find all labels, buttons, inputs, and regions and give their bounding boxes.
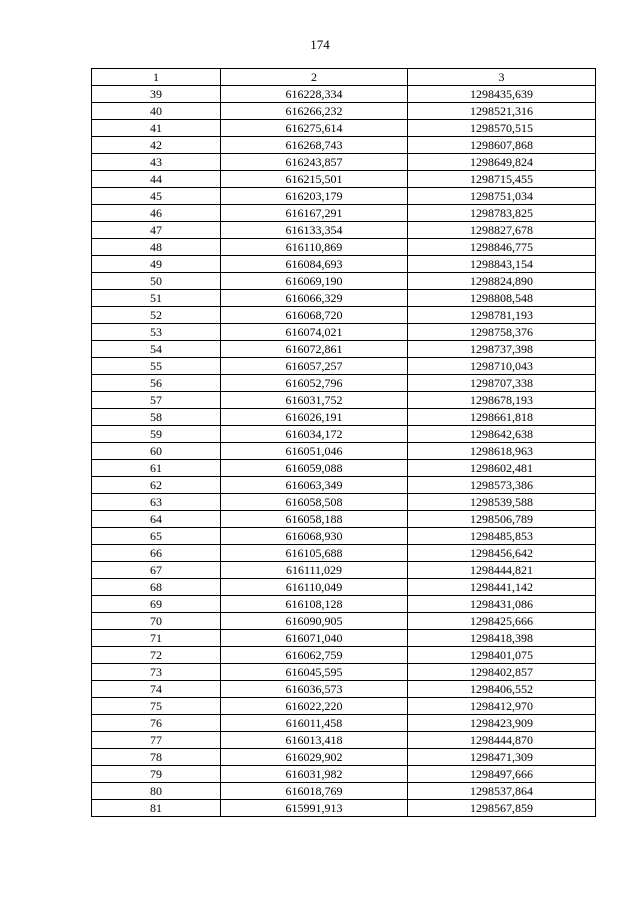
point-number-cell: 54: [92, 341, 221, 358]
y-coordinate-cell: 1298401,075: [408, 647, 596, 664]
table-row: [92, 647, 596, 664]
y-coordinate-cell: 1298678,193: [408, 392, 596, 409]
y-coordinate-cell: 1298537,864: [408, 783, 596, 800]
point-number-cell: 71: [92, 630, 221, 647]
x-coordinate-cell: 616031,752: [221, 392, 408, 409]
x-coordinate-cell: 616011,458: [221, 715, 408, 732]
point-number-cell: 45: [92, 188, 221, 205]
table-row: [92, 800, 596, 817]
point-number-cell: 49: [92, 256, 221, 273]
y-coordinate-cell: 1298521,316: [408, 103, 596, 120]
x-coordinate-cell: 616013,418: [221, 732, 408, 749]
x-coordinate-cell: 616275,614: [221, 120, 408, 137]
x-coordinate-cell: 616045,595: [221, 664, 408, 681]
point-number-cell: 70: [92, 613, 221, 630]
point-number-cell: 74: [92, 681, 221, 698]
point-number-cell: 51: [92, 290, 221, 307]
point-number-cell: 73: [92, 664, 221, 681]
x-coordinate-cell: 616051,046: [221, 443, 408, 460]
point-number-cell: 64: [92, 511, 221, 528]
y-coordinate-cell: 1298661,818: [408, 409, 596, 426]
y-coordinate-cell: 1298570,515: [408, 120, 596, 137]
x-coordinate-cell: 616058,508: [221, 494, 408, 511]
y-coordinate-cell: 1298751,034: [408, 188, 596, 205]
table-row: [92, 239, 596, 256]
y-coordinate-cell: 1298456,642: [408, 545, 596, 562]
table-row: [92, 749, 596, 766]
table-row: [92, 103, 596, 120]
x-coordinate-cell: 616034,172: [221, 426, 408, 443]
x-coordinate-cell: 616069,190: [221, 273, 408, 290]
point-number-cell: 44: [92, 171, 221, 188]
table-row: [92, 494, 596, 511]
y-coordinate-cell: 1298418,398: [408, 630, 596, 647]
point-number-cell: 55: [92, 358, 221, 375]
point-number-cell: 63: [92, 494, 221, 511]
point-number-cell: 43: [92, 154, 221, 171]
x-coordinate-cell: 616066,329: [221, 290, 408, 307]
table-body: [92, 86, 596, 817]
y-coordinate-cell: 1298406,552: [408, 681, 596, 698]
point-number-cell: 66: [92, 545, 221, 562]
table-row: [92, 579, 596, 596]
point-number-cell: 61: [92, 460, 221, 477]
table-row: [92, 307, 596, 324]
y-coordinate-cell: 1298497,666: [408, 766, 596, 783]
table-row: [92, 528, 596, 545]
table-row: [92, 732, 596, 749]
table-row: [92, 681, 596, 698]
x-coordinate-cell: 616022,220: [221, 698, 408, 715]
x-coordinate-cell: 616090,905: [221, 613, 408, 630]
table-row: [92, 443, 596, 460]
y-coordinate-cell: 1298423,909: [408, 715, 596, 732]
y-coordinate-cell: 1298824,890: [408, 273, 596, 290]
y-coordinate-cell: 1298715,455: [408, 171, 596, 188]
x-coordinate-cell: 616110,049: [221, 579, 408, 596]
table-row: [92, 426, 596, 443]
column-header-1: 1: [92, 69, 221, 86]
table-row: [92, 698, 596, 715]
x-coordinate-cell: 616133,354: [221, 222, 408, 239]
x-coordinate-cell: 616105,688: [221, 545, 408, 562]
table-row: [92, 120, 596, 137]
x-coordinate-cell: 616266,232: [221, 103, 408, 120]
point-number-cell: 69: [92, 596, 221, 613]
y-coordinate-cell: 1298444,821: [408, 562, 596, 579]
x-coordinate-cell: 616057,257: [221, 358, 408, 375]
point-number-cell: 52: [92, 307, 221, 324]
point-number-cell: 65: [92, 528, 221, 545]
table-row: [92, 545, 596, 562]
table-row: [92, 392, 596, 409]
table-row: [92, 630, 596, 647]
table-row: [92, 409, 596, 426]
point-number-cell: 58: [92, 409, 221, 426]
x-coordinate-cell: 616068,930: [221, 528, 408, 545]
table-header-row: [92, 69, 596, 86]
table-row: [92, 188, 596, 205]
page-number: 174: [310, 37, 330, 52]
x-coordinate-cell: 616071,040: [221, 630, 408, 647]
y-coordinate-cell: 1298607,868: [408, 137, 596, 154]
x-coordinate-cell: 616062,759: [221, 647, 408, 664]
y-coordinate-cell: 1298485,853: [408, 528, 596, 545]
x-coordinate-cell: 616203,179: [221, 188, 408, 205]
column-header-2: 2: [221, 69, 408, 86]
x-coordinate-cell: 616058,188: [221, 511, 408, 528]
y-coordinate-cell: 1298781,193: [408, 307, 596, 324]
table-row: [92, 154, 596, 171]
table-row: [92, 511, 596, 528]
point-number-cell: 46: [92, 205, 221, 222]
point-number-cell: 76: [92, 715, 221, 732]
y-coordinate-cell: 1298642,638: [408, 426, 596, 443]
x-coordinate-cell: 616110,869: [221, 239, 408, 256]
y-coordinate-cell: 1298471,309: [408, 749, 596, 766]
table-row: [92, 562, 596, 579]
x-coordinate-cell: 616084,693: [221, 256, 408, 273]
y-coordinate-cell: 1298808,548: [408, 290, 596, 307]
y-coordinate-cell: 1298444,870: [408, 732, 596, 749]
x-coordinate-cell: 616059,088: [221, 460, 408, 477]
point-number-cell: 40: [92, 103, 221, 120]
table-row: [92, 766, 596, 783]
table-row: [92, 86, 596, 103]
table-row: [92, 596, 596, 613]
y-coordinate-cell: 1298649,824: [408, 154, 596, 171]
y-coordinate-cell: 1298710,043: [408, 358, 596, 375]
y-coordinate-cell: 1298827,678: [408, 222, 596, 239]
table-row: [92, 290, 596, 307]
point-number-cell: 56: [92, 375, 221, 392]
table-row: [92, 205, 596, 222]
point-number-cell: 39: [92, 86, 221, 103]
y-coordinate-cell: 1298618,963: [408, 443, 596, 460]
point-number-cell: 67: [92, 562, 221, 579]
x-coordinate-cell: 616031,982: [221, 766, 408, 783]
x-coordinate-cell: 616074,021: [221, 324, 408, 341]
table-row: [92, 324, 596, 341]
x-coordinate-cell: 616228,334: [221, 86, 408, 103]
x-coordinate-cell: 616243,857: [221, 154, 408, 171]
y-coordinate-cell: 1298425,666: [408, 613, 596, 630]
table-row: [92, 358, 596, 375]
point-number-cell: 48: [92, 239, 221, 256]
x-coordinate-cell: 616167,291: [221, 205, 408, 222]
x-coordinate-cell: 616036,573: [221, 681, 408, 698]
table-row: [92, 273, 596, 290]
x-coordinate-cell: 616111,029: [221, 562, 408, 579]
y-coordinate-cell: 1298506,789: [408, 511, 596, 528]
table-row: [92, 477, 596, 494]
y-coordinate-cell: 1298573,386: [408, 477, 596, 494]
point-number-cell: 81: [92, 800, 221, 817]
table-row: [92, 256, 596, 273]
y-coordinate-cell: 1298539,588: [408, 494, 596, 511]
x-coordinate-cell: 616018,769: [221, 783, 408, 800]
point-number-cell: 60: [92, 443, 221, 460]
x-coordinate-cell: 616068,720: [221, 307, 408, 324]
table-row: [92, 375, 596, 392]
x-coordinate-cell: 616108,128: [221, 596, 408, 613]
table-row: [92, 171, 596, 188]
x-coordinate-cell: 616215,501: [221, 171, 408, 188]
point-number-cell: 53: [92, 324, 221, 341]
column-header-3: 3: [408, 69, 596, 86]
x-coordinate-cell: 616029,902: [221, 749, 408, 766]
point-number-cell: 68: [92, 579, 221, 596]
point-number-cell: 62: [92, 477, 221, 494]
y-coordinate-cell: 1298737,398: [408, 341, 596, 358]
point-number-cell: 47: [92, 222, 221, 239]
table-row: [92, 460, 596, 477]
table-row: [92, 783, 596, 800]
point-number-cell: 57: [92, 392, 221, 409]
y-coordinate-cell: 1298783,825: [408, 205, 596, 222]
point-number-cell: 78: [92, 749, 221, 766]
x-coordinate-cell: 616063,349: [221, 477, 408, 494]
y-coordinate-cell: 1298707,338: [408, 375, 596, 392]
x-coordinate-cell: 616072,861: [221, 341, 408, 358]
y-coordinate-cell: 1298567,859: [408, 800, 596, 817]
point-number-cell: 50: [92, 273, 221, 290]
y-coordinate-cell: 1298602,481: [408, 460, 596, 477]
table-row: [92, 341, 596, 358]
y-coordinate-cell: 1298435,639: [408, 86, 596, 103]
point-number-cell: 41: [92, 120, 221, 137]
x-coordinate-cell: 615991,913: [221, 800, 408, 817]
point-number-cell: 77: [92, 732, 221, 749]
y-coordinate-cell: 1298412,970: [408, 698, 596, 715]
y-coordinate-cell: 1298441,142: [408, 579, 596, 596]
y-coordinate-cell: 1298402,857: [408, 664, 596, 681]
y-coordinate-cell: 1298846,775: [408, 239, 596, 256]
x-coordinate-cell: 616026,191: [221, 409, 408, 426]
table-row: [92, 222, 596, 239]
x-coordinate-cell: 616052,796: [221, 375, 408, 392]
point-number-cell: 80: [92, 783, 221, 800]
table-row: [92, 137, 596, 154]
y-coordinate-cell: 1298758,376: [408, 324, 596, 341]
table-row: [92, 613, 596, 630]
coordinates-table: [91, 68, 596, 817]
x-coordinate-cell: 616268,743: [221, 137, 408, 154]
y-coordinate-cell: 1298843,154: [408, 256, 596, 273]
point-number-cell: 59: [92, 426, 221, 443]
point-number-cell: 75: [92, 698, 221, 715]
point-number-cell: 72: [92, 647, 221, 664]
y-coordinate-cell: 1298431,086: [408, 596, 596, 613]
point-number-cell: 79: [92, 766, 221, 783]
point-number-cell: 42: [92, 137, 221, 154]
table-row: [92, 664, 596, 681]
table-row: [92, 715, 596, 732]
